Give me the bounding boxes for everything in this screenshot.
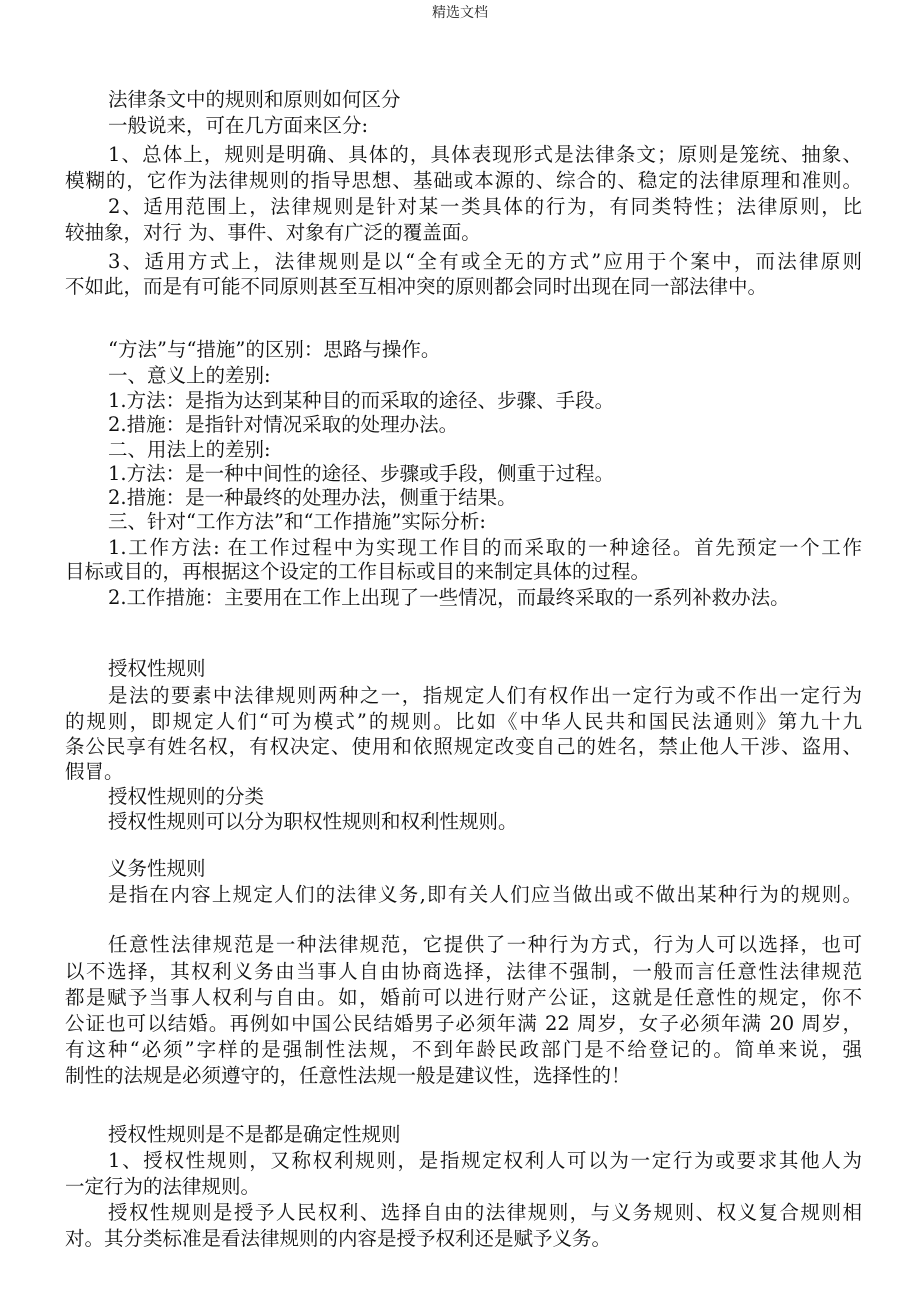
text-line: 1.工作方法: 在工作过程中为实现工作目的而采取的一种途径。首先预定一个工作 [108,536,862,559]
text-line: 三、针对“工作方法”和“工作措施”实际分析: [108,510,486,533]
text-line: 1、授权性规则，又称权利规则，是指规定权利人可以为一定行为或要求其他人为 [108,1149,862,1172]
text-line: 是法的要素中法律规则两种之一，指规定人们有权作出一定行为或不作出一定行为 [108,684,862,707]
text-line: “方法”与“措施”的区别：思路与操作。 [108,338,441,361]
text-line: 1.方法：是一种中间性的途径、步骤或手段，侧重于过程。 [108,462,615,485]
text-line: 公证也可以结婚。再例如中国公民结婚男子必须年满 22 周岁，女子必须年满 20 周岁， [65,1012,862,1035]
text-line: 条公民享有姓名权，有权决定、使用和依照规定改变自己的姓名，禁止他人干涉、盗用、 [65,735,862,758]
text-line: 一般说来，可在几方面来区分: [108,114,369,137]
text-line: 目标或目的，再根据这个设定的工作目标或目的来制定具体的过程。 [65,560,651,583]
text-line: 较抽象，对行 为、事件、对象有广泛的覆盖面。 [65,221,481,244]
text-line: 授权性规则的分类 [108,785,265,808]
text-line: 模糊的，它作为法律规则的指导思想、基础或本源的、综合的、稳定的法律原理和准则。 [65,169,862,192]
text-line: 不如此，而是有可能不同原则甚至互相冲突的原则都会同时出现在同一部法律中。 [65,275,768,298]
text-line: 2、适用范围上，法律规则是针对某一类具体的行为，有同类特性；法律原则，比 [108,195,862,218]
text-line: 任意性法律规范是一种法律规范，它提供了一种行为方式，行为人可以选择，也可 [108,933,862,956]
text-line: 3、适用方式上，法律规则是以“全有或全无的方式”应用于个案中，而法律原则 [108,250,862,273]
text-line: 的规则，即规定人们“可为模式”的规则。比如《中华人民共和国民法通则》第九十九 [65,710,862,733]
text-line: 法律条文中的规则和原则如何区分 [108,88,401,111]
page-header: 精选文档 [432,5,488,21]
text-line: 一、意义上的差别: [108,364,271,387]
text-line: 有这种“必须”字样的是强制性法规，不到年龄民政部门是不给登记的。简单来说，强 [65,1038,862,1061]
text-line: 2.工作措施：主要用在工作上出现了一些情况，而最终采取的一系列补救办法。 [108,586,790,609]
text-line: 授权性规则 [108,657,206,680]
text-line: 授权性规则是不是都是确定性规则 [108,1123,401,1146]
text-line: 假冒。 [65,760,124,783]
text-line: 是指在内容上规定人们的法律义务,即有关人们应当做出或不做出某种行为的规则。 [108,883,862,906]
text-line: 对。其分类标准是看法律规则的内容是授予权利还是赋予义务。 [65,1227,612,1250]
text-line: 制性的法规是必须遵守的，任意性法规一般是建议性，选择性的！ [65,1064,631,1087]
text-line: 二、用法上的差别: [108,438,271,461]
text-line: 授权性规则可以分为职权性规则和权利性规则。 [108,810,518,833]
text-line: 2.措施：是指针对情况采取的处理办法。 [108,413,459,436]
text-line: 以不选择，其权利义务由当事人自由协商选择，法律不强制，一般而言任意性法律规范 [65,960,862,983]
text-line: 1.方法：是指为达到某种目的而采取的途径、步骤、手段。 [108,389,615,412]
text-line: 授权性规则是授予人民权利、选择自由的法律规则，与义务规则、权义复合规则相 [108,1201,862,1224]
text-line: 一定行为的法律规则。 [65,1175,261,1198]
text-line: 义务性规则 [108,857,206,880]
text-line: 2.措施：是一种最终的处理办法，侧重于结果。 [108,486,517,509]
watermark: www.zixin.com.cn [238,607,682,667]
text-line: 都是赋予当事人权利与自由。如，婚前可以进行财产公证，这就是任意性的规定，你不 [65,986,862,1009]
text-line: 1、总体上，规则是明确、具体的，具体表现形式是法律条文；原则是笼统、抽象、 [108,143,862,166]
